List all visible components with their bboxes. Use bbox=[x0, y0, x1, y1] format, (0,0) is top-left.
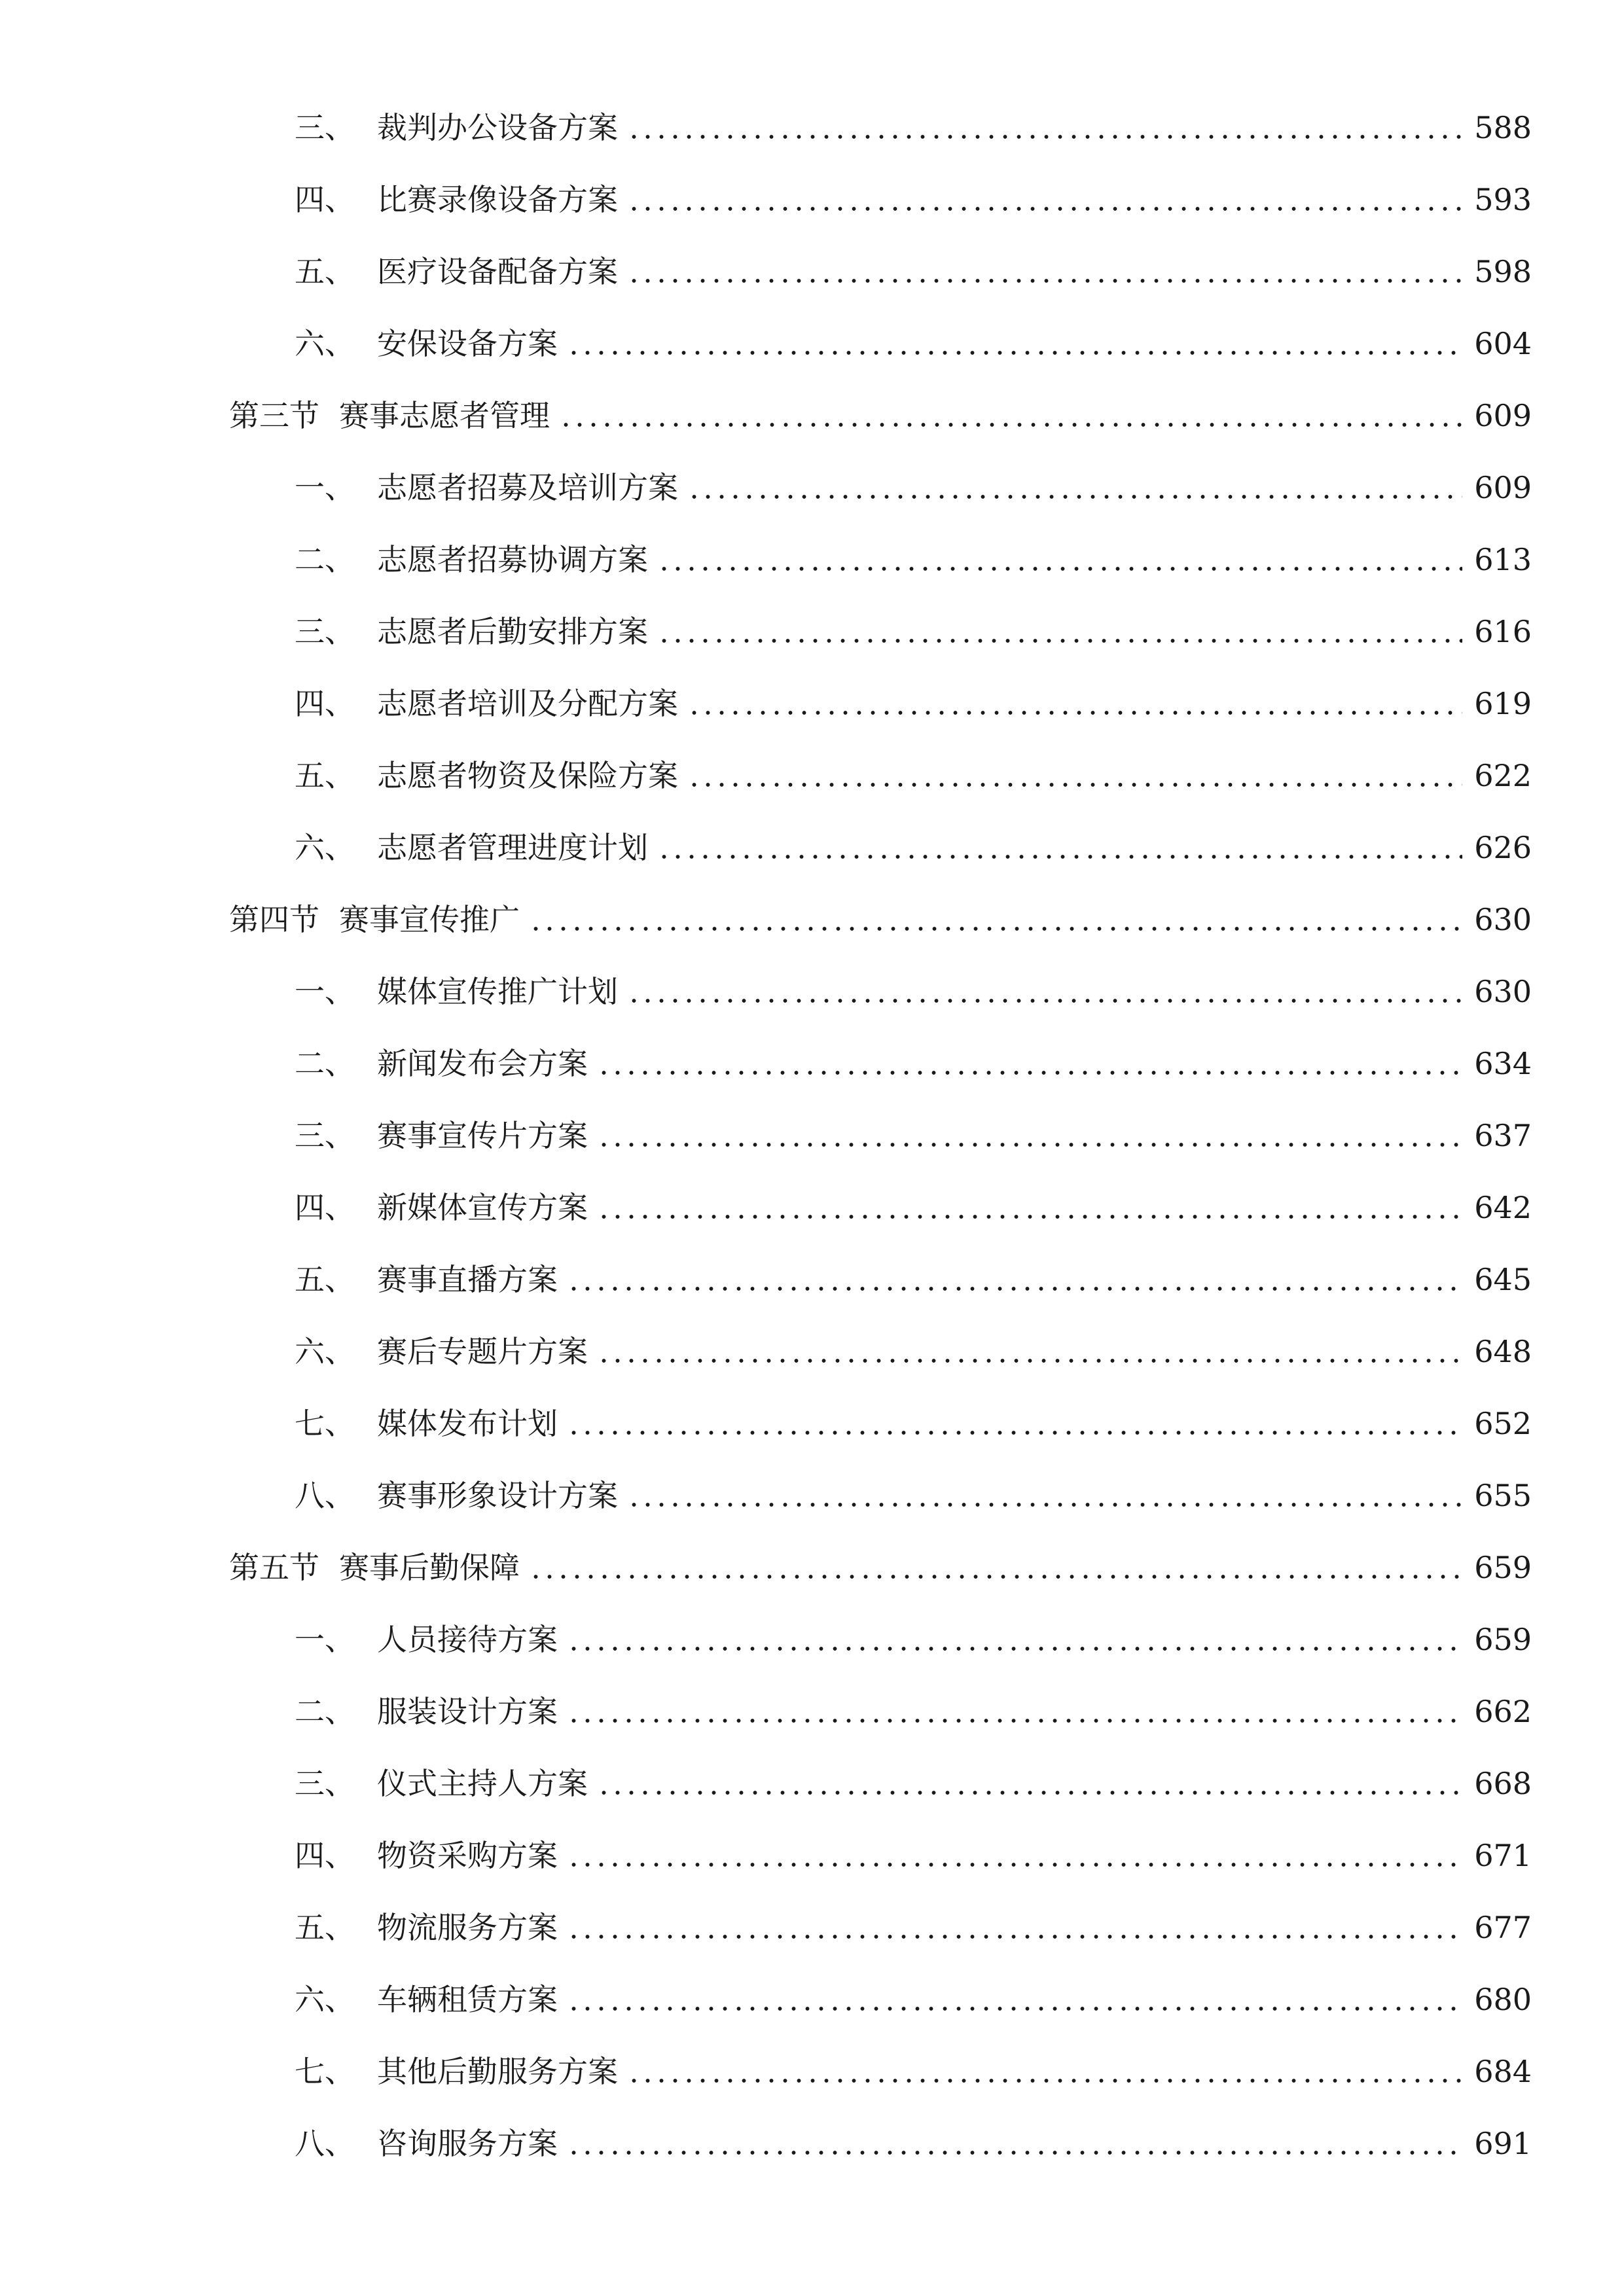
toc-subsection-entry[interactable] bbox=[229, 2108, 1532, 2179]
toc-entry-number: 一、 bbox=[295, 470, 355, 505]
toc-entry-title: 志愿者管理进度计划 bbox=[377, 830, 648, 865]
toc-section-entry[interactable] bbox=[229, 884, 1532, 956]
toc-entry-title: 赛事宣传推广 bbox=[339, 902, 520, 937]
toc-entry-page: 648 bbox=[1474, 1334, 1532, 1369]
toc-entry-page: 677 bbox=[1474, 1910, 1532, 1945]
toc-subsection-entry[interactable] bbox=[229, 236, 1532, 308]
toc-entry-title: 咨询服务方案 bbox=[377, 2126, 558, 2161]
toc-entry-number: 二、 bbox=[295, 1046, 355, 1081]
toc-entry-page: 609 bbox=[1474, 470, 1532, 505]
toc-entry-page: 662 bbox=[1474, 1694, 1532, 1729]
toc-entry-title: 志愿者后勤安排方案 bbox=[377, 614, 648, 649]
toc-entry-title: 媒体发布计划 bbox=[377, 1406, 558, 1441]
toc-dot-leader bbox=[597, 1357, 1462, 1364]
toc-entry-page: 598 bbox=[1474, 254, 1532, 289]
toc-entry-page: 630 bbox=[1474, 974, 1532, 1009]
toc-dot-leader bbox=[597, 1069, 1462, 1076]
toc-dot-leader bbox=[567, 2005, 1462, 2012]
toc-dot-leader bbox=[529, 1573, 1462, 1580]
toc-entry-title: 车辆租赁方案 bbox=[377, 1982, 558, 2017]
toc-subsection-entry[interactable] bbox=[229, 740, 1532, 812]
toc-subsection-entry[interactable] bbox=[229, 1460, 1532, 1532]
toc-entry-number: 五、 bbox=[295, 1910, 355, 1945]
toc-subsection-entry[interactable] bbox=[229, 308, 1532, 380]
toc-entry-page: 645 bbox=[1474, 1262, 1532, 1297]
toc-dot-leader bbox=[597, 1141, 1462, 1148]
toc-entry-page: 613 bbox=[1474, 542, 1532, 577]
toc-entry-page: 622 bbox=[1474, 758, 1532, 793]
toc-dot-leader bbox=[567, 1861, 1462, 1868]
toc-subsection-entry[interactable] bbox=[229, 1892, 1532, 1964]
toc-entry-number: 第三节 bbox=[229, 398, 319, 433]
toc-entry-title: 物流服务方案 bbox=[377, 1910, 558, 1945]
toc-entry-title: 志愿者招募协调方案 bbox=[377, 542, 648, 577]
toc-subsection-entry[interactable] bbox=[229, 1604, 1532, 1676]
toc-subsection-entry[interactable] bbox=[229, 812, 1532, 884]
toc-subsection-entry[interactable] bbox=[229, 1676, 1532, 1748]
toc-entry-number: 四、 bbox=[295, 182, 355, 217]
toc-subsection-entry[interactable] bbox=[229, 164, 1532, 236]
toc-dot-leader bbox=[597, 1789, 1462, 1796]
toc-subsection-entry[interactable] bbox=[229, 452, 1532, 524]
toc-subsection-entry[interactable] bbox=[229, 1172, 1532, 1244]
toc-subsection-entry[interactable] bbox=[229, 1028, 1532, 1100]
toc-entry-title: 物资采购方案 bbox=[377, 1838, 558, 1873]
toc-entry-page: 604 bbox=[1474, 326, 1532, 361]
table-of-contents bbox=[229, 92, 1532, 2179]
toc-subsection-entry[interactable] bbox=[229, 1748, 1532, 1820]
toc-entry-title: 赛事直播方案 bbox=[377, 1262, 558, 1297]
toc-entry-number: 六、 bbox=[295, 326, 355, 361]
toc-entry-number: 一、 bbox=[295, 974, 355, 1009]
toc-entry-title: 志愿者招募及培训方案 bbox=[377, 470, 678, 505]
toc-subsection-entry[interactable] bbox=[229, 668, 1532, 740]
toc-entry-title: 服装设计方案 bbox=[377, 1694, 558, 1729]
toc-section-entry[interactable] bbox=[229, 1532, 1532, 1604]
toc-entry-title: 媒体宣传推广计划 bbox=[377, 974, 618, 1009]
toc-entry-page: 659 bbox=[1474, 1622, 1532, 1657]
toc-entry-number: 一、 bbox=[295, 1622, 355, 1657]
toc-dot-leader bbox=[627, 206, 1462, 212]
toc-dot-leader bbox=[567, 350, 1462, 356]
toc-dot-leader bbox=[627, 278, 1462, 284]
toc-entry-number: 二、 bbox=[295, 1694, 355, 1729]
toc-dot-leader bbox=[657, 853, 1462, 860]
toc-entry-title: 裁判办公设备方案 bbox=[377, 110, 618, 145]
toc-subsection-entry[interactable] bbox=[229, 596, 1532, 668]
toc-dot-leader bbox=[567, 2149, 1462, 2156]
toc-entry-page: 619 bbox=[1474, 686, 1532, 721]
toc-entry-page: 616 bbox=[1474, 614, 1532, 649]
toc-entry-number: 六、 bbox=[295, 830, 355, 865]
toc-subsection-entry[interactable] bbox=[229, 956, 1532, 1028]
toc-entry-title: 医疗设备配备方案 bbox=[377, 254, 618, 289]
toc-entry-page: 626 bbox=[1474, 830, 1532, 865]
toc-subsection-entry[interactable] bbox=[229, 1100, 1532, 1172]
toc-entry-number: 二、 bbox=[295, 542, 355, 577]
toc-entry-title: 新闻发布会方案 bbox=[377, 1046, 588, 1081]
toc-entry-title: 安保设备方案 bbox=[377, 326, 558, 361]
toc-entry-number: 六、 bbox=[295, 1334, 355, 1369]
toc-subsection-entry[interactable] bbox=[229, 1820, 1532, 1892]
toc-dot-leader bbox=[657, 565, 1462, 572]
toc-entry-title: 比赛录像设备方案 bbox=[377, 182, 618, 217]
toc-entry-title: 新媒体宣传方案 bbox=[377, 1190, 588, 1225]
toc-entry-title: 赛事后勤保障 bbox=[339, 1550, 520, 1585]
toc-entry-page: 634 bbox=[1474, 1046, 1532, 1081]
toc-entry-number: 第四节 bbox=[229, 902, 319, 937]
toc-entry-number: 四、 bbox=[295, 1838, 355, 1873]
toc-entry-number: 三、 bbox=[295, 614, 355, 649]
toc-entry-number: 七、 bbox=[295, 1406, 355, 1441]
toc-subsection-entry[interactable] bbox=[229, 1388, 1532, 1460]
toc-entry-page: 637 bbox=[1474, 1118, 1532, 1153]
toc-dot-leader bbox=[687, 781, 1462, 788]
toc-entry-number: 第五节 bbox=[229, 1550, 319, 1585]
toc-entry-title: 赛后专题片方案 bbox=[377, 1334, 588, 1369]
toc-dot-leader bbox=[687, 709, 1462, 716]
toc-entry-title: 赛事志愿者管理 bbox=[339, 398, 550, 433]
toc-entry-page: 642 bbox=[1474, 1190, 1532, 1225]
toc-entry-title: 赛事形象设计方案 bbox=[377, 1478, 618, 1513]
toc-subsection-entry[interactable] bbox=[229, 524, 1532, 596]
toc-entry-title: 其他后勤服务方案 bbox=[377, 2054, 618, 2089]
toc-entry-page: 668 bbox=[1474, 1766, 1532, 1801]
toc-entry-number: 三、 bbox=[295, 110, 355, 145]
toc-subsection-entry[interactable] bbox=[229, 1244, 1532, 1316]
toc-dot-leader bbox=[597, 1213, 1462, 1220]
toc-entry-page: 630 bbox=[1474, 902, 1532, 937]
toc-entry-title: 志愿者培训及分配方案 bbox=[377, 686, 678, 721]
toc-entry-number: 六、 bbox=[295, 1982, 355, 2017]
toc-entry-title: 赛事宣传片方案 bbox=[377, 1118, 588, 1153]
toc-dot-leader bbox=[567, 1717, 1462, 1724]
toc-dot-leader bbox=[657, 637, 1462, 644]
toc-entry-title: 仪式主持人方案 bbox=[377, 1766, 588, 1801]
toc-entry-number: 四、 bbox=[295, 1190, 355, 1225]
toc-dot-leader bbox=[627, 997, 1462, 1004]
toc-dot-leader bbox=[687, 493, 1462, 500]
toc-entry-page: 671 bbox=[1474, 1838, 1532, 1873]
toc-entry-page: 609 bbox=[1474, 398, 1532, 433]
toc-entry-page: 655 bbox=[1474, 1478, 1532, 1513]
toc-entry-number: 七、 bbox=[295, 2054, 355, 2089]
toc-dot-leader bbox=[559, 422, 1462, 428]
toc-entry-page: 588 bbox=[1474, 110, 1532, 145]
toc-subsection-entry[interactable] bbox=[229, 1964, 1532, 2036]
toc-dot-leader bbox=[567, 1645, 1462, 1652]
toc-dot-leader bbox=[567, 1285, 1462, 1292]
toc-subsection-entry[interactable] bbox=[229, 92, 1532, 164]
toc-entry-number: 五、 bbox=[295, 758, 355, 793]
toc-entry-page: 659 bbox=[1474, 1550, 1532, 1585]
toc-dot-leader bbox=[567, 1933, 1462, 1940]
toc-section-entry[interactable] bbox=[229, 380, 1532, 452]
toc-entry-page: 593 bbox=[1474, 182, 1532, 217]
toc-subsection-entry[interactable] bbox=[229, 1316, 1532, 1388]
toc-dot-leader bbox=[627, 134, 1462, 140]
toc-entry-page: 652 bbox=[1474, 1406, 1532, 1441]
toc-entry-page: 684 bbox=[1474, 2054, 1532, 2089]
toc-dot-leader bbox=[567, 1429, 1462, 1436]
toc-subsection-entry[interactable] bbox=[229, 2036, 1532, 2108]
toc-dot-leader bbox=[529, 925, 1462, 932]
toc-entry-number: 五、 bbox=[295, 254, 355, 289]
toc-entry-page: 691 bbox=[1474, 2126, 1532, 2161]
toc-entry-title: 人员接待方案 bbox=[377, 1622, 558, 1657]
toc-entry-number: 八、 bbox=[295, 1478, 355, 1513]
toc-entry-number: 三、 bbox=[295, 1118, 355, 1153]
toc-entry-number: 八、 bbox=[295, 2126, 355, 2161]
toc-entry-page: 680 bbox=[1474, 1982, 1532, 2017]
toc-entry-number: 四、 bbox=[295, 686, 355, 721]
toc-entry-title: 志愿者物资及保险方案 bbox=[377, 758, 678, 793]
toc-dot-leader bbox=[627, 1501, 1462, 1508]
toc-entry-number: 五、 bbox=[295, 1262, 355, 1297]
toc-dot-leader bbox=[627, 2077, 1462, 2084]
toc-entry-number: 三、 bbox=[295, 1766, 355, 1801]
